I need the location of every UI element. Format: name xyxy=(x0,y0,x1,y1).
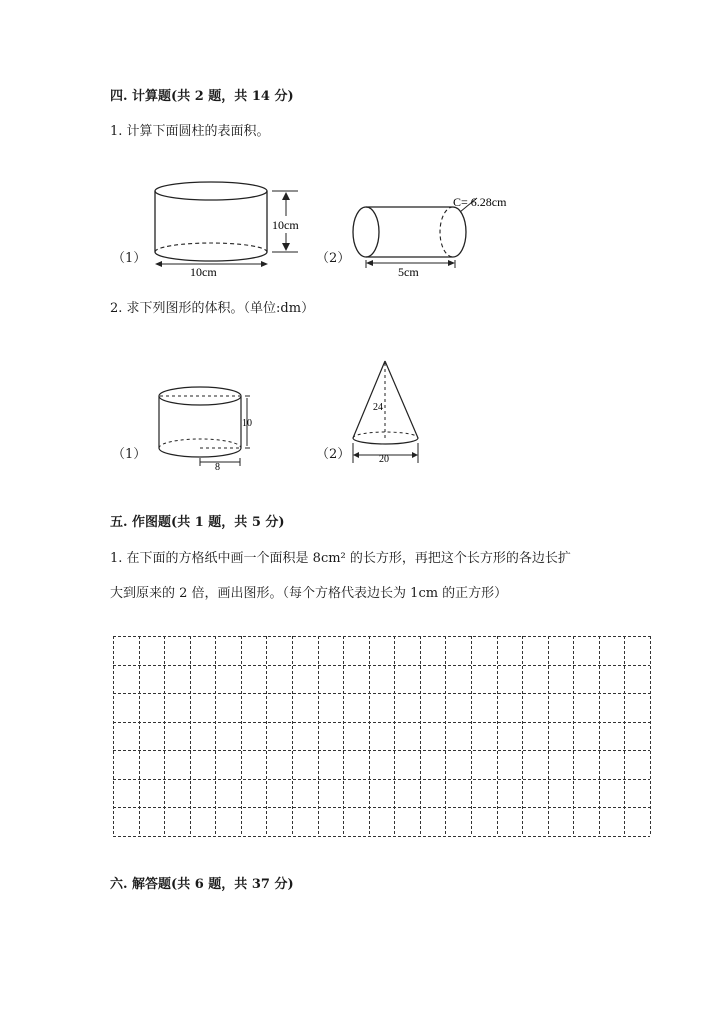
cylinder-height-label: 10 xyxy=(242,418,252,429)
height-label: 10cm xyxy=(272,218,299,232)
diameter-label: 10cm xyxy=(190,265,217,279)
question-2-text: 2. 求下列图形的体积。（单位:dm） xyxy=(110,301,315,316)
figure-label-2: （2） xyxy=(316,251,351,266)
cylinder-radius-label: 8 xyxy=(215,462,220,473)
cone-figure xyxy=(345,355,430,465)
cylinder-figure-2 xyxy=(350,190,520,280)
cone-diameter-label: 20 xyxy=(379,454,389,465)
length-label: 5cm xyxy=(398,265,419,279)
graph-paper-grid[interactable] xyxy=(113,636,650,836)
drawing-question-line-2: 大到原来的 2 倍，画出图形。（每个方格代表边长为 1cm 的正方形） xyxy=(110,586,508,601)
section-5-heading: 五. 作图题(共 1 题，共 5 分) xyxy=(110,515,285,530)
figure-label-3: （1） xyxy=(112,447,147,462)
drawing-question-line-1: 1. 在下面的方格纸中画一个面积是 8cm² 的长方形，再把这个长方形的各边长扩 xyxy=(110,551,571,566)
cone-height-label: 24 xyxy=(373,402,383,413)
figure-label-4: （2） xyxy=(316,447,351,462)
cylinder-figure-3 xyxy=(150,380,270,475)
section-4-heading: 四. 计算题(共 2 题，共 14 分) xyxy=(110,89,294,104)
grid-lines xyxy=(113,636,650,836)
figure-label-1: （1） xyxy=(112,251,147,266)
question-1-text: 1. 计算下面圆柱的表面积。 xyxy=(110,124,270,139)
cylinder-figure-1 xyxy=(150,178,310,278)
circumference-label: C= 6.28cm xyxy=(453,195,507,209)
section-6-heading: 六. 解答题(共 6 题，共 37 分) xyxy=(110,877,294,892)
